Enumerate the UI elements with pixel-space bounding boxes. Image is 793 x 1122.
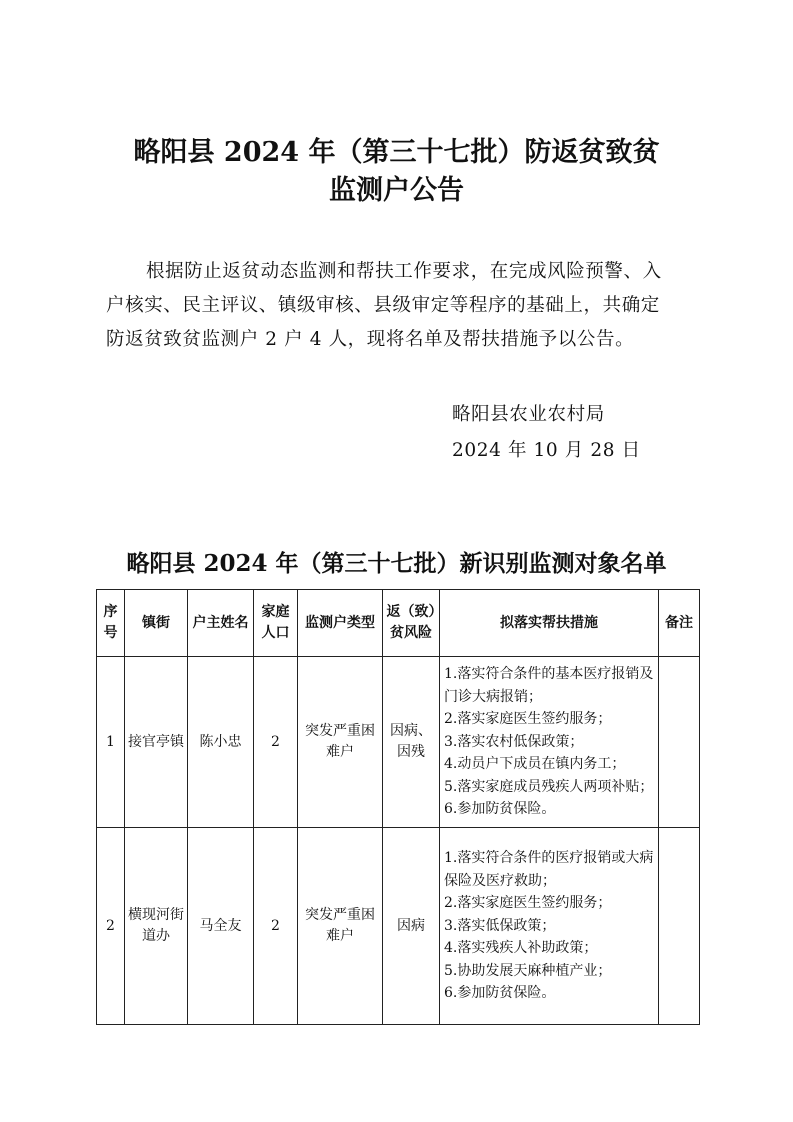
cell-remark (659, 657, 700, 828)
measure-item: 5.协助发展天麻种植产业； (444, 962, 612, 979)
cell-household-type: 突发严重困难户 (298, 657, 383, 828)
measure-item: 1.落实符合条件的医疗报销或大病保险及医疗救助； (444, 850, 654, 889)
measure-item: 4.动员户下成员在镇内务工； (444, 756, 626, 773)
header-family-size: 家庭人口 (254, 590, 298, 657)
header-seq: 序号 (97, 590, 125, 657)
measure-item: 3.落实低保政策； (444, 917, 556, 934)
body-text-line1: 根据防止返贫动态监测和帮扶工作要求，在完成风险预警、入 (146, 261, 662, 282)
monitoring-list-table (96, 589, 700, 1025)
notice-title-line1: 略阳县 2024 年（第三十七批）防返贫致贫 (133, 137, 660, 168)
cell-seq: 1 (97, 657, 125, 828)
measure-item: 1.落实符合条件的基本医疗报销及门诊大病报销； (444, 666, 654, 705)
header-risk: 返（致）贫风险 (383, 590, 440, 657)
measure-item: 3.落实农村低保政策； (444, 733, 584, 750)
header-household-type: 监测户类型 (298, 590, 383, 657)
notice-title-line2: 监测户公告 (329, 175, 464, 206)
measure-item: 4.落实残疾人补助政策； (444, 940, 598, 957)
measure-item: 2.落实家庭医生签约服务； (444, 895, 612, 912)
cell-remark (659, 828, 700, 1025)
header-head-name: 户主姓名 (188, 590, 254, 657)
cell-town: 横现河街道办 (125, 828, 188, 1025)
cell-town: 接官亭镇 (125, 657, 188, 828)
table-title: 略阳县 2024 年（第三十七批）新识别监测对象名单 (126, 550, 667, 577)
body-paragraph-line2: 户核实、民主评议、镇级审核、县级审定等程序的基础上，共确定 (106, 295, 660, 316)
cell-head-name: 陈小忠 (188, 657, 254, 828)
cell-risk: 因病、因残 (383, 657, 440, 828)
table-row (97, 657, 700, 828)
body-paragraph-line1 (106, 255, 696, 289)
body-paragraph-line3: 防返贫致贫监测户 2 户 4 人，现将名单及帮扶措施予以公告。 (106, 329, 635, 350)
issue-date: 2024 年 10 月 28 日 (452, 440, 641, 461)
table-row (97, 828, 700, 1025)
header-measures: 拟落实帮扶措施 (440, 590, 659, 657)
cell-measures (440, 828, 659, 1025)
issuing-organization: 略阳县农业农村局 (452, 404, 605, 425)
measure-item: 2.落实家庭医生签约服务； (444, 711, 612, 728)
table-header-row (97, 590, 700, 657)
cell-family-size: 2 (254, 828, 298, 1025)
measure-item: 6.参加防贫保险。 (444, 985, 556, 1002)
cell-measures (440, 657, 659, 828)
cell-risk: 因病 (383, 828, 440, 1025)
measure-item: 6.参加防贫保险。 (444, 801, 556, 818)
cell-head-name: 马全友 (188, 828, 254, 1025)
header-remark: 备注 (659, 590, 700, 657)
header-town: 镇街 (125, 590, 188, 657)
cell-family-size: 2 (254, 657, 298, 828)
cell-seq: 2 (97, 828, 125, 1025)
cell-household-type: 突发严重困难户 (298, 828, 383, 1025)
measure-item: 5.落实家庭成员残疾人两项补贴； (444, 778, 654, 795)
